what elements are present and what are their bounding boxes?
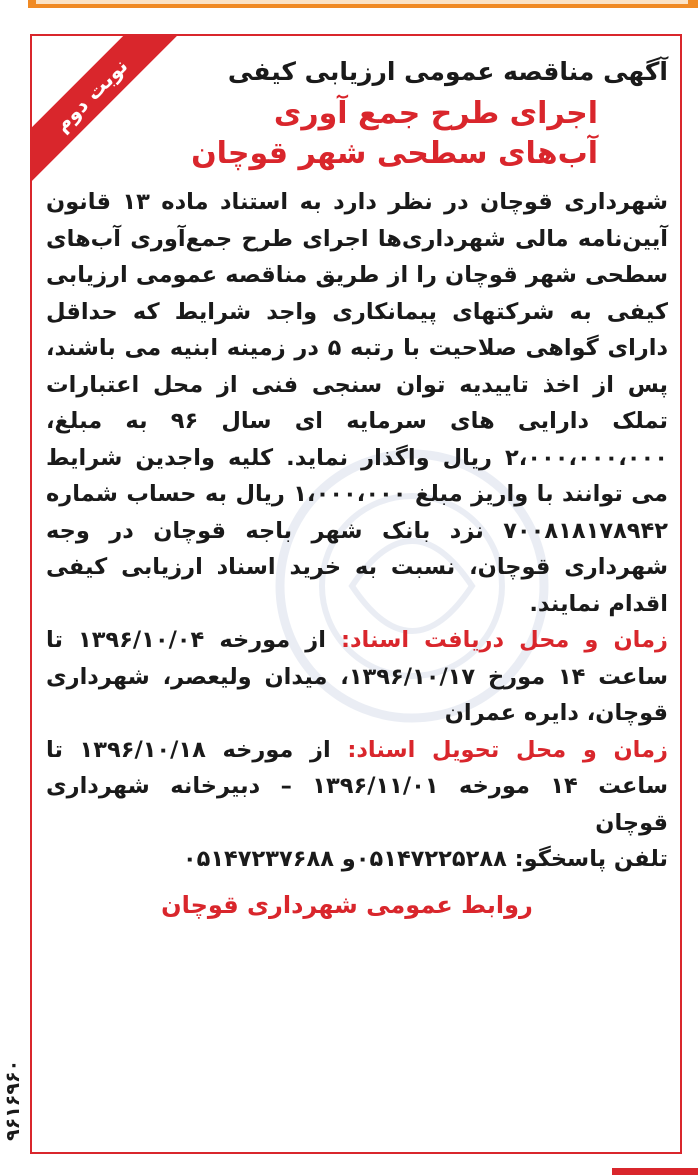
bottom-strip [0,1166,698,1175]
ad-title-line-1: اجرای طرح جمع آوری [273,96,598,131]
deliver-documents-section [46,732,668,842]
advertisement-frame [30,34,682,1154]
receive-documents-label: زمان و محل دریافت اسناد: [341,627,668,653]
receive-documents-section [46,622,668,732]
ad-heading: آگهی مناقصه عمومی ارزیابی کیفی [227,57,668,86]
bottom-red-mark [612,1168,698,1175]
phone-numbers: ۰۵۱۴۷۲۲۵۲۸۸و ۰۵۱۴۷۲۳۷۶۸۸ [182,846,507,872]
top-strip-highlight [36,0,688,4]
second-round-badge: نوبت دوم [30,34,193,197]
deliver-documents-label: زمان و محل تحویل اسناد: [347,736,668,763]
deliver-documents-text: از مورخه ۱۳۹۶/۱۰/۱۸ تا ساعت ۱۴ مورخه ۱۳۹۶/۱۱/۰۱ – دبیرخانه شهرداری قوچان [46,736,668,836]
ad-body-paragraph: شهرداری قوچان در نظر دارد به استناد ماده ۱۳ قانون آیین‌نامه مالی شهرداری‌ها اجرای طرح جمع‌آوری آب‌های سطحی شهر قوچان را از طریق مناقصه عمومی ارزیابی کیفی به شرکتهای پیمانکاری واجد شرایط که حداقل دارای گواهی صلاحیت با رتبه ۵ در زمینه ابنیه می باشند، پس از اخذ تاییدیه توان سنجی فنی از محل اعتبارات تملک دارایی های سرمایه ای سال ۹۶ به مبلغ، ۲،۰۰۰،۰۰۰،۰۰۰ ریال واگذار نماید. کلیه واجدین شرایط می توانند با واریز مبلغ ۱،۰۰۰،۰۰۰ ریال به حساب شماره ۷۰۰۸۱۸۱۷۸۹۴۲ نزد بانک شهر باجه قوچان در وجه شهرداری قوچان، نسبت به خرید اسناد ارزیابی کیفی اقدام نمایند. [46,189,669,617]
ad-title-line-2: آب‌های سطحی شهر قوچان [191,136,598,171]
side-code-number: ۹۶۱۶۹۶۰ [2,1059,24,1141]
public-relations-signature: روابط عمومی شهرداری قوچان [161,890,533,919]
phone-label: تلفن پاسخگو: [514,846,668,872]
phone-section [46,841,668,878]
ad-content [46,54,668,922]
receive-documents-text: از مورخه ۱۳۹۶/۱۰/۰۴ تا ساعت ۱۴ مورخ ۱۳۹۶/۱۰/۱۷، میدان ولیعصر، شهرداری قوچان، دایره عمران [46,627,668,726]
